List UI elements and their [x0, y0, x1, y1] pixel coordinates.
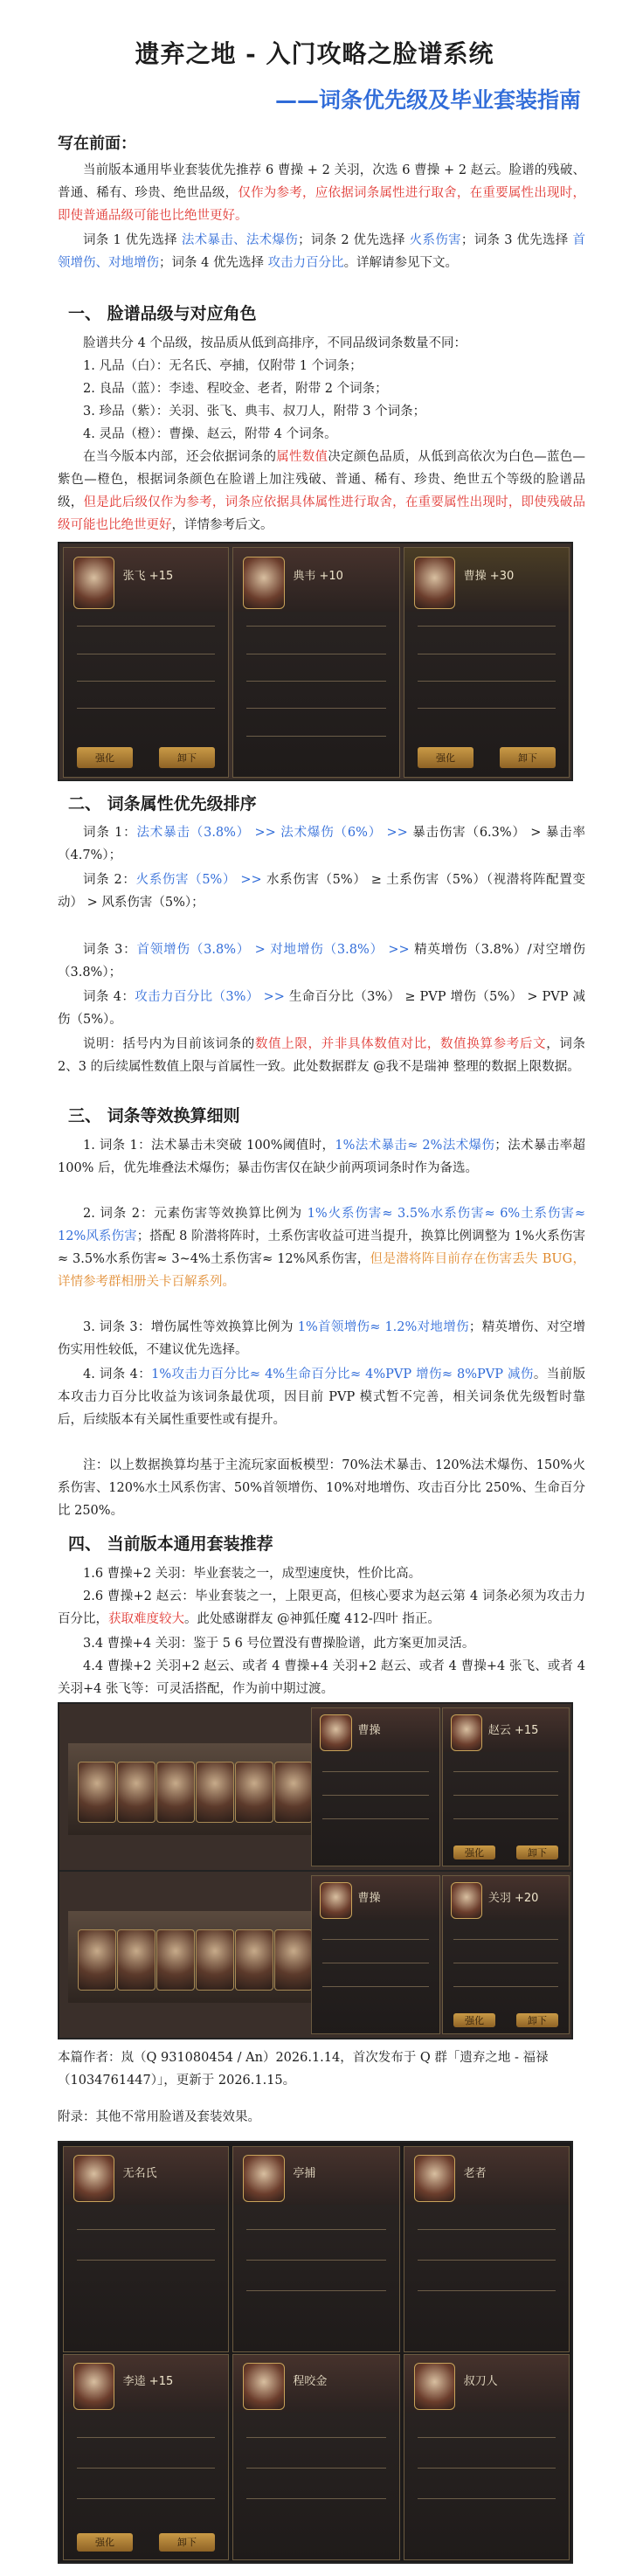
s3-item-3 — [58, 1316, 585, 1361]
mask-portrait-icon — [451, 1714, 483, 1751]
body-text: 。此处感谢群友 @神狐任魔 412-四叶 指正。 — [184, 1612, 440, 1626]
s1-list-item: 4. 灵品（橙）：曹操、赵云，附带 4 个词条。 — [83, 427, 337, 441]
unequip-button[interactable]: 卸下 — [516, 2013, 559, 2027]
s1-list-item: 1. 凡品（白）：无名氏、亭捕，仅附带 1 个词条； — [83, 359, 363, 373]
s1-list-item: 3. 珍品（紫）：关羽、张飞、典韦、叔刀人，附带 3 个词条； — [83, 405, 426, 419]
mask-portrait-icon — [243, 2363, 285, 2409]
body-text: 词条 3： — [83, 943, 137, 957]
mask-portrait-icon — [243, 2155, 285, 2201]
s1-paragraph-1: 脸谱共分 4 个品级，按品质从低到高排序，不同品级词条数量不同： — [83, 336, 467, 350]
s1-paragraph-2 — [58, 446, 585, 537]
suit-item-1: 1.6 曹操+2 关羽：毕业套装之一，成型速度快，性价比高。 — [83, 1567, 422, 1581]
enhance-button[interactable]: 强化 — [418, 747, 473, 768]
enhance-button[interactable]: 强化 — [453, 2013, 496, 2027]
mask-card-guanyu — [442, 1875, 570, 2034]
mask-name: 老者 — [463, 2166, 487, 2180]
screenshot-suit-caocao-guanyu — [58, 1870, 573, 2039]
intro-text: ；词条 3 优先选择 — [460, 233, 573, 247]
highlight-text: 法术暴击、法术爆伤 — [181, 233, 299, 247]
s1-list-item: 2. 良品（蓝）：李逵、程咬金、老者，附带 2 个词条； — [83, 382, 388, 396]
body-text: 精英增伤（3.8%）/对空增伤（3.8%）； — [58, 943, 585, 980]
intro-text: ；词条 4 优先选择 — [159, 256, 268, 270]
mask-portrait-icon — [320, 1714, 352, 1751]
s2-note — [58, 1033, 585, 1078]
highlight-text: 攻击力百分比 — [267, 256, 344, 270]
warning-text: 获取难度较大 — [108, 1612, 184, 1626]
enhance-button[interactable]: 强化 — [453, 1845, 496, 1859]
body-text: ，词条 2、3 的后续属性数值上限与首属性一致。此处数据群友 @我不是瑞神 整理的数据上限数据。 — [58, 1037, 586, 1074]
body-text: 说明：括号内为目前该词条的 — [83, 1037, 255, 1051]
mask-name: 张飞 +15 — [122, 569, 174, 583]
body-text: 在当今版本内部，还会依据词条的 — [83, 450, 277, 464]
priority-row-3 — [58, 938, 585, 984]
author-credit: 本篇作者：岚（Q 931080454 / An）2026.1.14，首次发布于 Q 群「遗弃之地 - 福禄（1034761447）」，更新于 2026.1.15。 — [58, 2051, 549, 2088]
mask-card-chengyaojin — [232, 2354, 400, 2560]
page-title: 遗弃之地 - 入门攻略之脸谱系统 — [135, 39, 494, 68]
s3-footnote: 注：以上数据换算均基于主流玩家面板模型：70%法术暴击、120%法术爆伤、150%火系伤害、120%水土风系伤害、50%首领增伤、10%对地增伤、攻击百分比 250%、生命百分比 250%。 — [58, 1458, 585, 1518]
body-text: 。当前版本攻击力百分比收益为该词条最优项，因目前 PVP 模式暂不完善，相关词条优先级暂时靠后，后续版本有关属性重要性或有提升。 — [58, 1368, 585, 1427]
s3-item-2 — [58, 1202, 585, 1293]
mask-card-likui — [63, 2354, 229, 2560]
body-text: ，详情参考后文。 — [171, 518, 273, 532]
intro-heading: 写在前面： — [58, 135, 136, 153]
section-3-heading: 三、 词条等效换算细则 — [68, 1106, 240, 1125]
mask-portrait-icon — [414, 557, 455, 609]
mask-portrait-icon — [414, 2155, 455, 2201]
mask-name: 赵云 +15 — [487, 1724, 539, 1738]
mask-portrait-icon — [243, 557, 285, 609]
intro-text: 当前版本通用毕业套装优先推荐 6 曹操 + 2 关羽，次选 6 曹操 + 2 赵云。脸谱的残破、普通、稀有、珍贵、绝世品级， — [58, 163, 585, 200]
mask-name: 关羽 +20 — [487, 1892, 539, 1906]
intro-text: 。详解请参见下文。 — [343, 256, 459, 270]
body-text: 2. 词条 2：元素伤害等效换算比例为 — [83, 1207, 308, 1221]
enhance-button[interactable]: 强化 — [77, 2533, 133, 2552]
section-2-heading: 二、 词条属性优先级排序 — [68, 794, 257, 814]
mask-card-zhangfei — [63, 547, 229, 778]
priority-row-2 — [58, 869, 585, 914]
highlight-text: 首领增伤、对地增伤 — [58, 233, 586, 270]
body-text: 生命百分比（3%） ≥ PVP 增伤（5%） > PVP 减伤（5%）。 — [58, 990, 585, 1027]
section-4-heading: 四、 当前版本通用套装推荐 — [68, 1534, 273, 1554]
body-text: ；法术暴击率超 100% 后，优先堆叠法术爆伤；暴击伤害仅在缺少前两项词条时作为备选。 — [58, 1139, 586, 1175]
body-text: 暴击伤害（6.3%） > 暴击率（4.7%）； — [58, 826, 585, 862]
priority-row-4 — [58, 986, 585, 1031]
mask-name: 典韦 +10 — [293, 569, 343, 583]
body-text: ；搭配 8 阶潜将阵时，土系伤害收益可进当提升，换算比例调整为 1%火系伤害≈ 3.5%水系伤害≈ 3~4%土系伤害≈ 12%风系伤害， — [58, 1229, 585, 1266]
unequip-button[interactable]: 卸下 — [516, 1845, 559, 1859]
highlight-text: 火系伤害 — [409, 233, 461, 247]
intro-text: 词条 1 优先选择 — [83, 233, 182, 247]
mask-card-shudaoren — [404, 2354, 570, 2560]
body-text: 水系伤害（5%） ≥ 土系伤害（5%）（视潜将阵配置变动） > 风系伤害（5%）； — [58, 873, 585, 910]
page-subtitle: ——词条优先级及毕业套装指南 — [274, 87, 581, 113]
warning-text: 但是潜将阵目前存在伤害丢失 BUG，详情参考群相册关卡百解系列。 — [58, 1252, 586, 1289]
suit-item-3: 3.4 曹操+4 关羽：鉴于 5 6 号位置没有曹操脸谱，此方案更加灵活。 — [83, 1637, 475, 1651]
mask-name: 曹操 — [357, 1892, 381, 1906]
mask-card-dianwei — [232, 547, 400, 778]
mask-card-caocao — [311, 1875, 440, 2034]
body-text: 词条 2： — [83, 873, 136, 887]
mask-card-wumingshi — [63, 2146, 229, 2352]
mask-name: 曹操 — [357, 1724, 381, 1738]
unequip-button[interactable]: 卸下 — [159, 747, 215, 768]
mask-portrait-icon — [414, 2363, 455, 2409]
mask-card-caocao — [311, 1707, 440, 1866]
mask-portrait-icon — [73, 2155, 114, 2201]
mask-name: 亭捕 — [293, 2166, 316, 2180]
body-text: 1. 词条 1：法术暴击未突破 100%阈值时， — [83, 1139, 335, 1153]
mask-card-zhaoyun — [442, 1707, 570, 1866]
mask-portrait-icon — [320, 1882, 352, 1919]
intro-paragraph-1 — [58, 159, 585, 227]
intro-warning: 仅作为参考，应依据词条属性进行取舍，在重要属性出现时，即使普通品级可能也比绝世更好。 — [58, 186, 586, 223]
unequip-button[interactable]: 卸下 — [500, 747, 556, 768]
highlight-text: 火系伤害（5%） >> — [135, 873, 266, 887]
mask-card-caocao — [404, 547, 570, 778]
mask-card-laozhe — [404, 2146, 570, 2352]
mask-card-tingbu — [232, 2146, 400, 2352]
body-text: 2.6 曹操+2 赵云：毕业套装之一，上限更高，但核心要求为赵云第 4 词条必须为攻击力百分比， — [58, 1589, 585, 1626]
mask-name: 无名氏 — [122, 2166, 157, 2180]
mask-name: 李逵 +15 — [122, 2374, 174, 2388]
mask-name: 叔刀人 — [463, 2374, 498, 2388]
highlight-text: 属性数值 — [276, 450, 328, 464]
intro-text: ；词条 2 优先选择 — [298, 233, 410, 247]
mask-name: 曹操 +30 — [463, 569, 515, 583]
intro-paragraph-2 — [58, 229, 585, 274]
screenshot-mask-cards — [58, 542, 573, 781]
mask-portrait-icon — [73, 2363, 114, 2409]
unequip-button[interactable]: 卸下 — [159, 2533, 215, 2552]
body-text: 词条 1： — [83, 826, 137, 840]
enhance-button[interactable]: 强化 — [77, 747, 133, 768]
warning-text: 数值上限，并非具体数值对比，数值换算参考后文 — [254, 1037, 547, 1051]
suit-item-2 — [58, 1585, 585, 1631]
body-text: 4. 词条 4： — [83, 1368, 152, 1381]
section-1-heading: 一、 脸谱品级与对应角色 — [68, 304, 257, 323]
priority-row-1 — [58, 821, 585, 867]
highlight-text: 首领增伤（3.8%） > 对地增伤（3.8%） >> — [136, 943, 415, 957]
body-text: ；精英增伤、对空增伤实用性较低，不建议优先选择。 — [58, 1320, 586, 1357]
screenshot-appendix-cards — [58, 2141, 573, 2564]
highlight-text: 1%法术暴击≈ 2%法术爆伤 — [335, 1139, 495, 1153]
body-text: 决定颜色品质，从低到高依次为白色—蓝色—紫色—橙色，根据词条颜色在脸谱上加注残破、普通、稀有、珍贵、绝世五个等级的脸谱品级， — [58, 450, 585, 509]
suit-item-4: 4.4 曹操+2 关羽+2 赵云、或者 4 曹操+4 关羽+2 赵云、或者 4 曹操+4 张飞、或者 4 关羽+4 张飞等：可灵活搭配，作为前中期过渡。 — [58, 1659, 585, 1696]
body-text: 词条 4： — [83, 990, 135, 1004]
warning-text: 但是此后级仅作为参考，词条应依据具体属性进行取舍，在重要属性出现时，即使残破品级可能也比绝世更好 — [58, 495, 586, 532]
appendix-heading: 附录：其他不常用脸谱及套装效果。 — [58, 2110, 260, 2124]
highlight-text: 1%首领增伤≈ 1.2%对地增伤 — [297, 1320, 469, 1334]
highlight-text: 攻击力百分比（3%） >> — [135, 990, 289, 1004]
s3-item-4 — [58, 1363, 585, 1431]
mask-portrait-icon — [73, 557, 114, 609]
highlight-text: 法术暴击（3.8%） >> 法术爆伤（6%） >> — [136, 826, 413, 840]
s3-item-1 — [58, 1134, 585, 1180]
mask-name: 程咬金 — [293, 2374, 328, 2388]
highlight-text: 1%火系伤害≈ 3.5%水系伤害≈ 6%土系伤害≈ 12%风系伤害 — [58, 1207, 585, 1243]
body-text: 3. 词条 3：增伤属性等效换算比例为 — [83, 1320, 298, 1334]
highlight-text: 1%攻击力百分比≈ 4%生命百分比≈ 4%PVP 增伤≈ 8%PVP 减伤 — [151, 1368, 534, 1381]
screenshot-suit-caocao-zhaoyun — [58, 1702, 573, 1872]
mask-portrait-icon — [451, 1882, 483, 1919]
